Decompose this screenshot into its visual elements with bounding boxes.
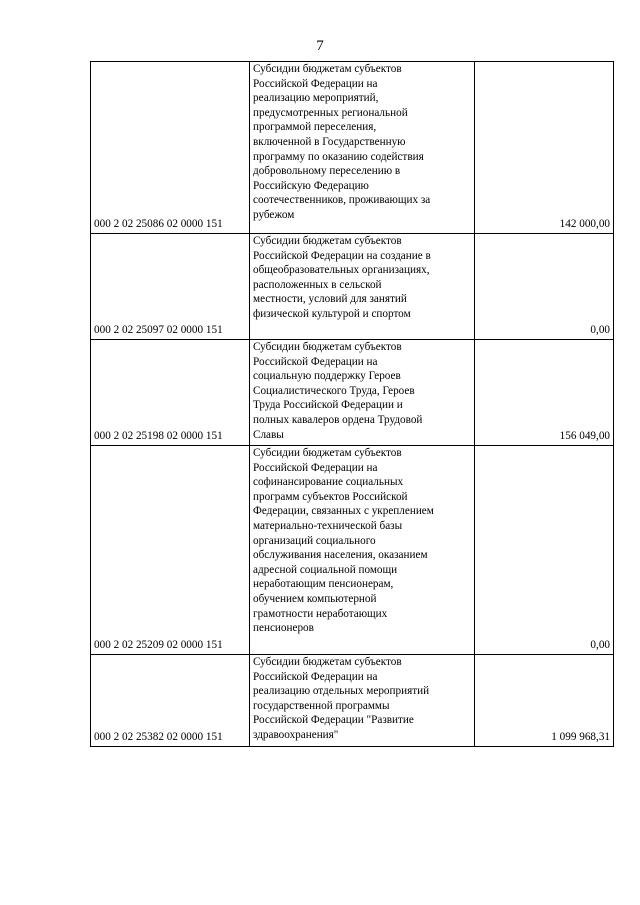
description-line: программу по оказанию содействия: [253, 150, 424, 163]
description-line: местности, условий для занятий: [253, 293, 407, 306]
description-line: Федерации, связанных с укреплением: [253, 505, 434, 518]
amount-cell: 142 000,00: [475, 62, 614, 234]
description-line: Социалистического Труда, Героев: [253, 384, 415, 397]
amount-cell: 1 099 968,31: [475, 655, 614, 747]
description-line: здравоохранения": [253, 728, 339, 741]
description-line: включенной в Государственную: [253, 135, 406, 148]
table-row: [91, 62, 614, 234]
description-line: пенсионеров: [253, 622, 314, 635]
description-cell: [250, 234, 475, 340]
description-line: государственной программы: [253, 699, 390, 712]
description-cell: [250, 655, 475, 747]
description-line: софинансирование социальных: [253, 476, 404, 489]
amount-cell: 0,00: [475, 446, 614, 655]
amount-cell: 156 049,00: [475, 340, 614, 446]
description-line: предусмотренных региональной: [253, 106, 408, 119]
description-line: материально-технической базы: [253, 519, 403, 532]
description-line: Российской Федерации на: [253, 355, 378, 368]
description-line: Субсидии бюджетам субъектов: [253, 63, 402, 75]
description-line: Российской Федерации на создание в: [253, 249, 431, 262]
page-number: 7: [316, 38, 324, 54]
description-line: обслуживания населения, оказанием: [253, 549, 428, 562]
description-line: Российской Федерации на: [253, 461, 378, 474]
table-row: [91, 234, 614, 340]
description-line: Российской Федерации на: [253, 670, 378, 683]
description-line: адресной социальной помощи: [253, 563, 398, 576]
description-line: неработающим пенсионерам,: [253, 578, 394, 591]
description-line: Субсидии бюджетам субъектов: [253, 656, 402, 668]
description-line: физической культурой и спортом: [253, 307, 411, 320]
description-line: Российскую Федерацию: [253, 179, 369, 192]
budget-code-cell: 000 2 02 25097 02 0000 151: [91, 234, 250, 340]
description-line: Славы: [253, 428, 284, 441]
budget-code-cell: 000 2 02 25198 02 0000 151: [91, 340, 250, 446]
table-row: [91, 340, 614, 446]
description-cell: [250, 340, 475, 446]
description-line: Российской Федерации "Развитие: [253, 714, 414, 727]
budget-code-cell: 000 2 02 25209 02 0000 151: [91, 446, 250, 655]
description-line: добровольному переселению в: [253, 165, 401, 178]
amount-cell: 0,00: [475, 234, 614, 340]
description-line: обучением компьютерной: [253, 592, 377, 605]
description-line: Российской Федерации на: [253, 77, 378, 90]
budget-table: [90, 61, 614, 747]
description-line: рубежом: [253, 208, 295, 221]
description-line: общеобразовательных организациях,: [253, 264, 430, 277]
description-line: реализацию отдельных мероприятий: [253, 685, 430, 698]
description-line: Субсидии бюджетам субъектов: [253, 447, 402, 459]
table-row: [91, 446, 614, 655]
description-line: полных кавалеров ордена Трудовой: [253, 413, 423, 426]
description-cell: [250, 62, 475, 234]
description-line: реализацию мероприятий,: [253, 92, 379, 105]
table-row: [91, 655, 614, 747]
description-line: Субсидии бюджетам субъектов: [253, 341, 402, 353]
description-line: Субсидии бюджетам субъектов: [253, 235, 402, 247]
description-line: Труда Российской Федерации и: [253, 399, 403, 412]
description-cell: [250, 446, 475, 655]
description-line: организаций социального: [253, 534, 376, 547]
description-line: расположенных в сельской: [253, 278, 382, 291]
budget-code-cell: 000 2 02 25382 02 0000 151: [91, 655, 250, 747]
description-line: соотечественников, проживающих за: [253, 194, 431, 207]
budget-code-cell: 000 2 02 25086 02 0000 151: [91, 62, 250, 234]
description-line: грамотности неработающих: [253, 607, 388, 620]
description-line: программой переселения,: [253, 121, 377, 134]
description-line: программ субъектов Российской: [253, 490, 408, 503]
description-line: социальную поддержку Героев: [253, 370, 401, 383]
